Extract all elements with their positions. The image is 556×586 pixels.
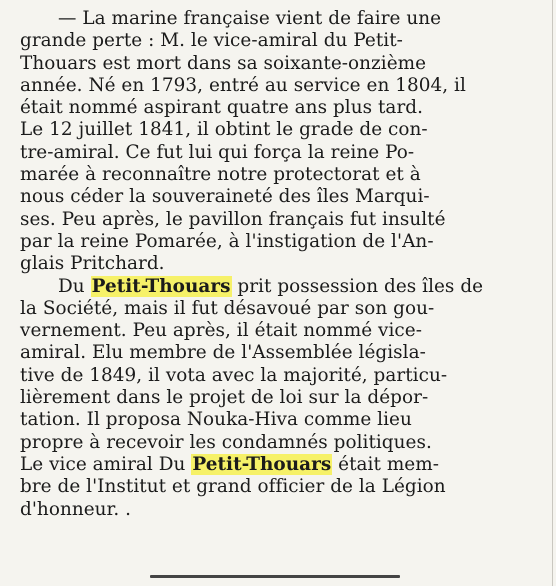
section-divider	[150, 575, 400, 578]
article-line: grande perte : M. le vice-amiral du Petit-	[20, 30, 403, 52]
article-line: bre de l'Institut et grand officier de la Légion	[20, 476, 446, 498]
article-line: lièrement dans le projet de loi sur la dépor-	[20, 387, 429, 409]
article-line	[20, 454, 544, 476]
article-line: d'honneur. .	[20, 498, 132, 520]
line-text: prit possession des îles de	[231, 275, 484, 297]
article-line: ses. Peu après, le pavillon français fut insulté	[20, 208, 446, 230]
article-line: nous céder la souveraineté des îles Marqui-	[20, 186, 430, 208]
article-line: tation. Il proposa Nouka-Hiva comme lieu	[20, 409, 412, 431]
article-line: tre-amiral. Ce fut lui qui força la reine Po-	[20, 141, 415, 163]
highlighted-name: Petit-Thouars	[91, 275, 231, 297]
article-line: propre à recevoir les condamnés politiques.	[20, 431, 432, 453]
article-line: marée à reconnaître notre protectorat et à	[20, 164, 421, 186]
line-text: Du	[58, 275, 91, 297]
article-line: vernement. Peu après, il était nommé vice-	[20, 320, 422, 342]
article-line	[20, 276, 544, 298]
line-text: était mem-	[332, 453, 439, 475]
article-line: glais Pritchard.	[20, 253, 165, 275]
article-line: Thouars est mort dans sa soixante-onzième	[20, 52, 427, 74]
article-column	[20, 8, 544, 521]
line-text: Le vice amiral Du	[20, 453, 192, 475]
article-line: année. Né en 1793, entré au service en 1804, il	[20, 74, 466, 96]
article-line: tive de 1849, il vota avec la majorité, particu-	[20, 364, 448, 386]
article-line: — La marine française vient de faire une	[58, 8, 442, 29]
highlighted-name: Petit-Thouars	[192, 453, 332, 475]
article-line: amiral. Elu membre de l'Assemblée législa-	[20, 342, 426, 364]
column-rule	[552, 0, 553, 586]
article-line: la Société, mais il fut désavoué par son gou-	[20, 297, 435, 319]
article-line: était nommé aspirant quatre ans plus tard.	[20, 97, 424, 119]
article-line: par la reine Pomarée, à l'instigation de l'An-	[20, 230, 434, 252]
article-line: Le 12 juillet 1841, il obtint le grade de con-	[20, 119, 428, 141]
